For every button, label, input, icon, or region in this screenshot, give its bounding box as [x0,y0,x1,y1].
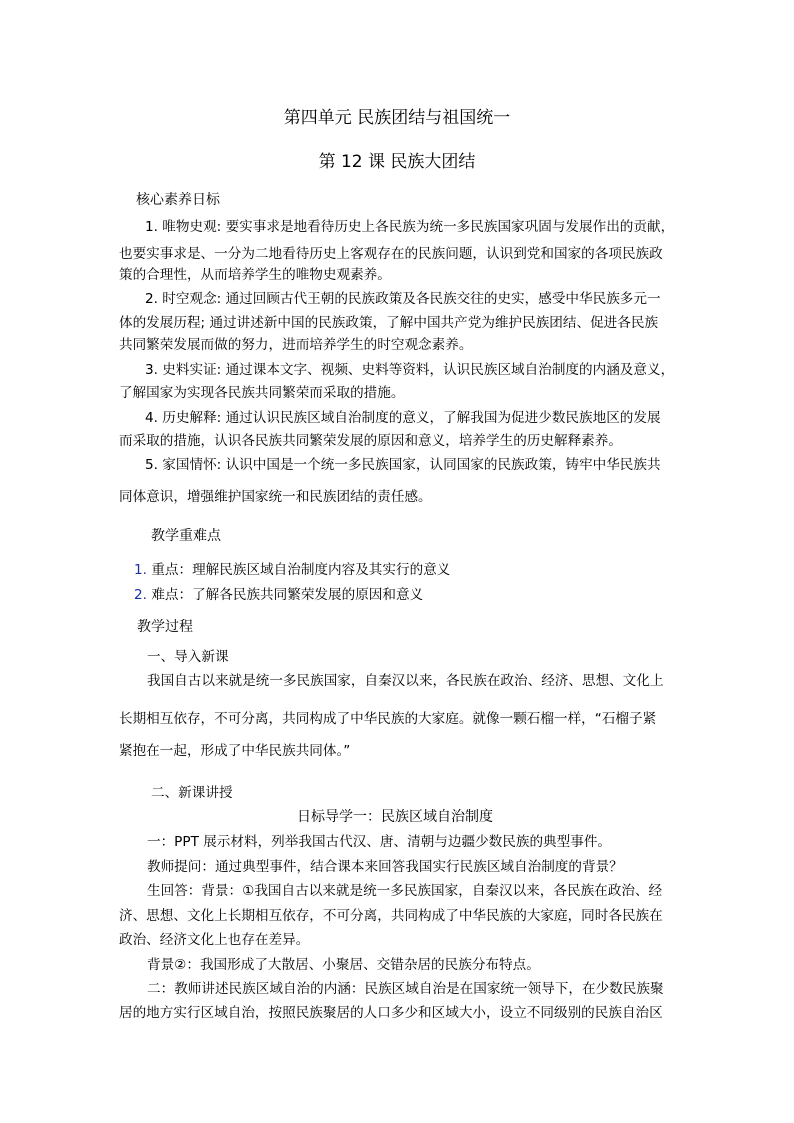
goals-line: 了解国家为实现各民族共同繁荣而采取的措施。 [119,385,405,401]
keypoint-number: 2. [134,587,147,603]
new-lesson-heading: 二、新课讲授 [151,785,233,801]
unit-title: 第四单元 民族团结与祖国统一 [283,108,511,128]
goals-line: 也要实事求是、一分为二地看待历史上客观存在的民族问题，认识到党和国家的各项民族政 [119,246,663,262]
goals-line: 同体意识，增强维护国家统一和民族团结的责任感。 [119,489,432,505]
goals-line: 3. 史料实证: 通过课本文字、视频、史料等资料，认识民族区域自治制度的内涵及意义， [145,362,675,378]
body-line: 一：PPT 展示材料，列举我国古代汉、唐、清朝与边疆少数民族的典型事件。 [147,834,612,850]
process-heading: 教学过程 [137,619,193,635]
body-line: 济、思想、文化上长期相互依存，不可分离，共同构成了中华民族的大家庭，同时各民族在 [119,908,663,924]
body-line: 背景②：我国形成了大散居、小聚居、交错杂居的民族分布特点。 [147,957,540,973]
goals-line: 1. 唯物史观: 要实事求是地看待历史上各民族为统一多民族国家巩固与发展作出的贡献， [145,219,675,235]
goals-line: 策的合理性，从而培养学生的唯物史观素养。 [119,267,391,283]
goals-line: 体的发展历程; 通过讲述新中国的民族政策，了解中国共产党为维护民族团结、促进各民族 [119,315,659,331]
intro-line: 长期相互依存，不可分离，共同构成了中华民族的大家庭。就像一颗石榴一样，“石榴子紧 [119,711,657,727]
keypoint-text: 难点：了解各民族共同繁荣发展的原因和意义 [151,587,424,603]
lesson-title: 第 12 课 民族大团结 [318,152,476,172]
goals-heading: 核心素养日标 [136,192,220,208]
goal1-title: 日标导学一：民族区域自治制度 [297,809,493,825]
goals-line: 5. 家国情怀: 认识中国是一个统一多民族国家，认同国家的民族政策，铸牢中华民族共 [145,457,661,473]
keypoint-item [134,561,450,579]
keypoint-number: 1. [134,562,147,578]
body-line: 二：教师讲述民族区域自治的内涵：民族区域自治是在国家统一领导下，在少数民族聚 [147,981,664,997]
body-line: 政治、经济文化上也存在差异。 [119,932,310,948]
intro-heading: 一、导入新课 [147,649,229,665]
body-line: 居的地方实行区域自治，按照民族聚居的人口多少和区域大小，设立不同级别的民族自治区 [119,1005,663,1021]
keypoint-item [134,586,423,604]
body-line: 生回答：背景：①我国自古以来就是统一多民族国家，自秦汉以来，各民族在政治、经 [147,883,663,899]
keypoint-text: 重点：理解民族区域自治制度内容及其实行的意义 [151,562,451,578]
intro-line: 我国自古以来就是统一多民族国家，自秦汉以来，各民族在政治、经济、思想、文化上 [147,673,664,689]
keypoints-heading: 教学重难点 [151,528,221,544]
intro-line: 紧抱在一起，形成了中华民族共同体。” [119,743,351,759]
goals-line: 2. 时空观念: 通过回顾古代王朝的民族政策及各民族交往的史实，感受中华民族多元一 [145,291,661,307]
goals-line: 4. 历史解释: 通过认识民族区域自治制度的意义，了解我国为促进少数民族地区的发展 [145,410,661,426]
goals-line: 共同繁荣发展而做的努力，进而培养学生的时空观念素养。 [119,337,473,353]
body-line: 教师提问：通过典型事件，结合课本来回答我国实行民族区域自治制度的背景？ [147,859,623,875]
goals-line: 而采取的措施，认识各民族共同繁荣发展的原因和意义，培养学生的历史解释素养。 [119,433,622,449]
